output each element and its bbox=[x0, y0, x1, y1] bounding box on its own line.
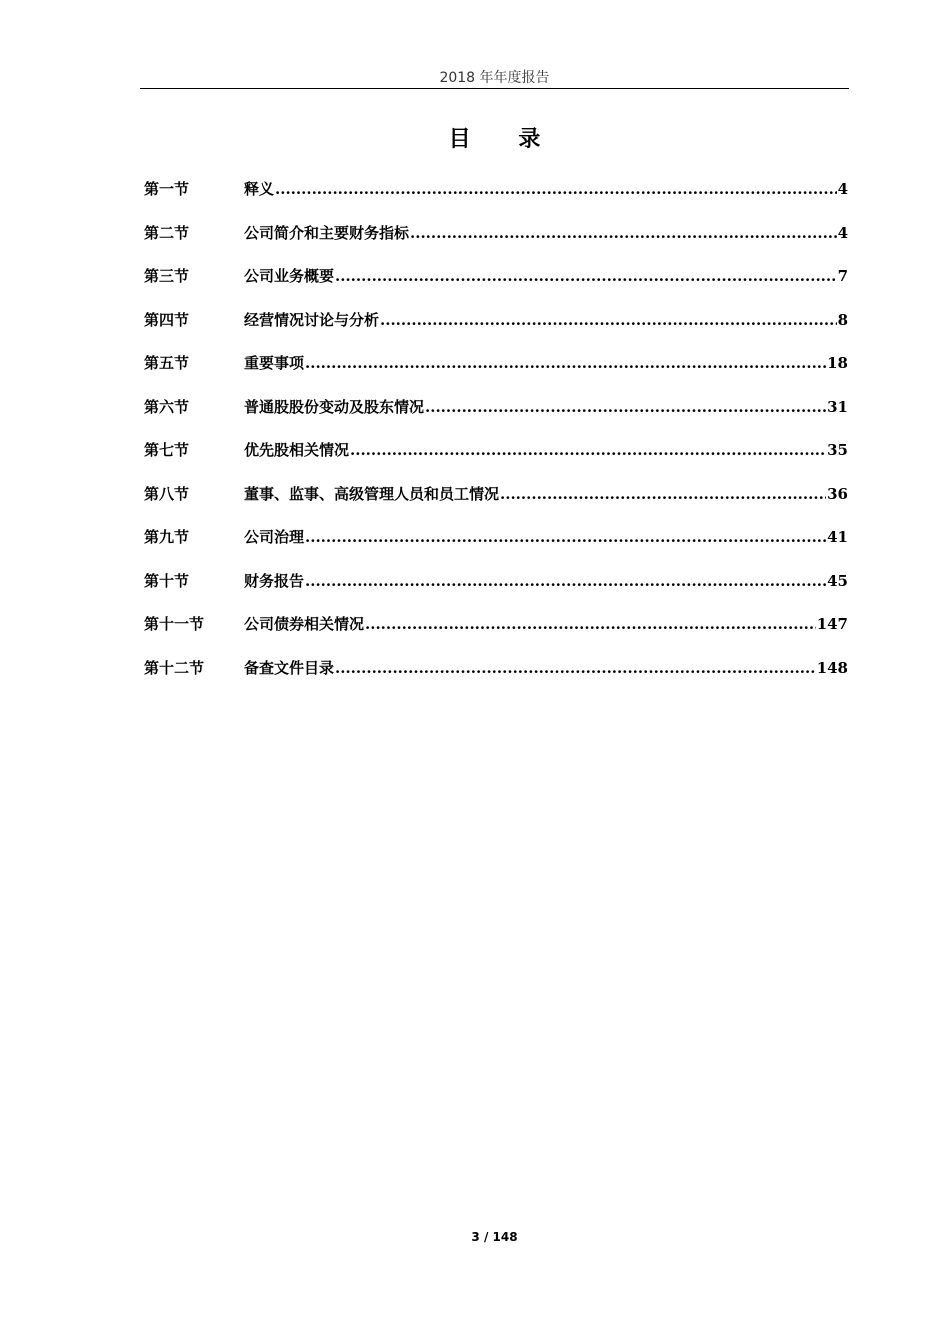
toc-entry[interactable] bbox=[144, 613, 848, 657]
toc-entry[interactable] bbox=[144, 265, 848, 309]
toc-entry[interactable] bbox=[144, 352, 848, 396]
toc-section-name: 释义 bbox=[244, 180, 275, 198]
toc-page-number: 148 bbox=[816, 658, 848, 677]
toc-dot-leader bbox=[365, 615, 816, 633]
toc-entry[interactable] bbox=[144, 439, 848, 483]
toc-section-number: 第十二节 bbox=[144, 658, 205, 677]
toc-dot-leader bbox=[275, 180, 837, 198]
toc-section-name: 经营情况讨论与分析 bbox=[244, 310, 380, 329]
toc-section-number: 第五节 bbox=[144, 354, 190, 372]
toc-dot-leader bbox=[425, 398, 826, 416]
toc-page-number: 147 bbox=[816, 615, 848, 633]
toc-section-name: 公司简介和主要财务指标 bbox=[244, 223, 410, 242]
toc-page-number: 31 bbox=[827, 397, 848, 416]
toc-section-number: 第六节 bbox=[144, 397, 190, 416]
toc-page-number: 8 bbox=[837, 310, 848, 329]
toc-section-name: 公司业务概要 bbox=[244, 267, 335, 285]
toc-page-number: 41 bbox=[827, 528, 848, 546]
toc-section-number: 第十节 bbox=[144, 571, 190, 590]
toc-section-name: 财务报告 bbox=[244, 571, 305, 590]
toc-dot-leader bbox=[335, 659, 816, 677]
toc-dot-leader bbox=[500, 485, 826, 503]
toc-page-number: 4 bbox=[837, 180, 848, 198]
toc-section-name: 优先股相关情况 bbox=[244, 441, 350, 459]
toc-entry[interactable] bbox=[144, 309, 848, 353]
toc-entry[interactable] bbox=[144, 178, 848, 222]
toc-dot-leader bbox=[350, 441, 826, 459]
toc-dot-leader bbox=[305, 354, 826, 372]
toc-section-name: 重要事项 bbox=[244, 354, 305, 372]
page-indicator: 3 / 148 bbox=[471, 1230, 518, 1244]
table-of-contents bbox=[144, 178, 848, 700]
toc-dot-leader bbox=[305, 572, 826, 590]
toc-section-number: 第二节 bbox=[144, 223, 190, 242]
toc-section-name: 备查文件目录 bbox=[244, 658, 335, 677]
toc-page-number: 18 bbox=[827, 354, 848, 372]
toc-section-name: 公司治理 bbox=[244, 528, 305, 546]
toc-dot-leader bbox=[305, 528, 826, 546]
toc-section-name: 董事、监事、高级管理人员和员工情况 bbox=[244, 484, 500, 503]
toc-section-number: 第一节 bbox=[144, 180, 190, 198]
toc-page-number: 4 bbox=[837, 223, 848, 242]
toc-page-number: 36 bbox=[827, 484, 848, 503]
toc-title: 目 录 bbox=[448, 126, 561, 152]
toc-section-number: 第七节 bbox=[144, 441, 190, 459]
toc-entry[interactable] bbox=[144, 570, 848, 614]
header-divider bbox=[140, 88, 849, 89]
toc-page-number: 7 bbox=[837, 267, 848, 285]
toc-entry[interactable] bbox=[144, 396, 848, 440]
toc-dot-leader bbox=[410, 224, 837, 242]
toc-page-number: 35 bbox=[827, 441, 848, 459]
toc-dot-leader bbox=[380, 311, 837, 329]
toc-section-number: 第八节 bbox=[144, 484, 190, 503]
toc-section-number: 第十一节 bbox=[144, 615, 205, 633]
toc-entry[interactable] bbox=[144, 657, 848, 701]
toc-section-name: 普通股股份变动及股东情况 bbox=[244, 397, 425, 416]
report-header-title: 2018 年年度报告 bbox=[439, 70, 550, 86]
toc-page-number: 45 bbox=[827, 571, 848, 590]
toc-entry[interactable] bbox=[144, 222, 848, 266]
toc-entry[interactable] bbox=[144, 483, 848, 527]
toc-section-number: 第九节 bbox=[144, 528, 190, 546]
toc-section-number: 第四节 bbox=[144, 310, 190, 329]
toc-section-name: 公司债券相关情况 bbox=[244, 615, 365, 633]
toc-section-number: 第三节 bbox=[144, 267, 190, 285]
toc-dot-leader bbox=[335, 267, 837, 285]
toc-entry[interactable] bbox=[144, 526, 848, 570]
